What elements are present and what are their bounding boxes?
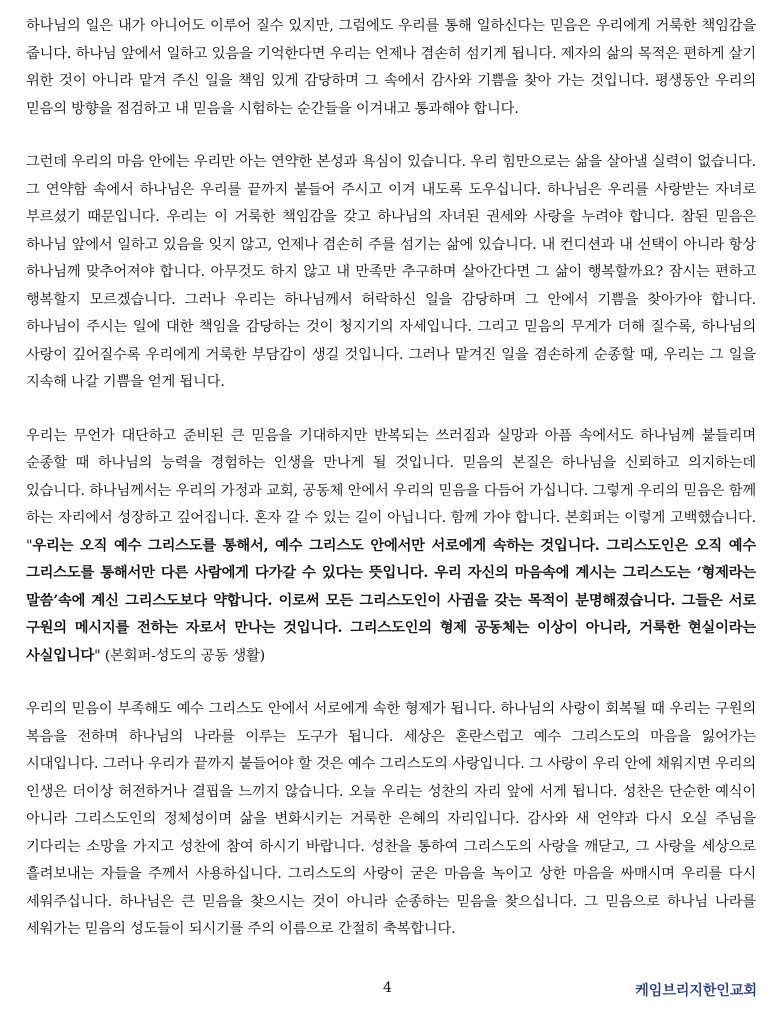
paragraph-3 (26, 423, 756, 671)
paragraph-1: 하나님의 일은 내가 아니어도 이루어 질수 있지만, 그럼에도 우리를 통해 일하신다는 믿음은 우리에게 거룩한 책임감을 줍니다. 하나님 앞에서 일하고 있음을 기억한다면 우리는 언제나 겸손히 섬기게 됩니다. 제자의 삶의 목적은 편하게 살기 위한 것이 아니라 맡겨 주신 일을 책임 있게 감당하며 그 속에서 감사와 기쁨을 찾아 가는 것입니다. 평생동안 우리의 믿음의 방향을 점검하고 내 믿음을 시험하는 순간들을 이겨내고 통과해야 합니다. (26, 18, 756, 117)
church-name: 케임브리지한인교회 (635, 983, 757, 999)
paragraph-4: 우리의 믿음이 부족해도 예수 그리스도 안에서 서로에게 속한 형제가 됩니다. 하나님의 사랑이 회복될 때 우리는 구원의 복음을 전하며 하나님의 나라를 이루는 도구가 됩니다. 세상은 혼란스럽고 예수 그리스도의 마음을 잃어가는 시대입니다. 그러나 우리가 끝까지 붙들어야 할 것은 예수 그리스도의 사랑입니다. 그 사랑이 우리 안에 채워지면 우리의 인생은 더이상 허전하거나 결핍을 느끼지 않습니다. 오늘 우리는 성찬의 자리 앞에 서게 됩니다. 성찬은 단순한 예식이 아니라 그리스도인의 정체성이며 삶을 변화시키는 거룩한 은혜의 자리입니다. 감사와 새 언약과 다시 오실 주님을 기다리는 소망을 가지고 성찬에 참여 하시기 바랍니다. 성찬을 통하여 그리스도의 사랑을 깨닫고, 그 사랑을 세상으로 흘려보내는 자들을 주께서 사용하십니다. 그리스도의 사랑이 굳은 마음을 녹이고 상한 마음을 싸매시며 우리를 다시 세워주십니다. 하나님은 큰 믿음을 찾으시는 것이 아니라 순종하는 믿음을 찾으십니다. 그 믿음으로 하나님 나라를 세워가는 믿음의 성도들이 되시기를 주의 이름으로 간절히 축복합니다. (26, 701, 756, 937)
quote-citation: " (본회퍼-성도의 공동 생활) (94, 647, 265, 664)
bonhoeffer-quote: 우리는 오직 예수 그리스도를 통해서, 예수 그리스도 안에서만 서로에게 속하는 것입니다. 그리스도인은 오직 예수 그리스도를 통해서만 다른 사람에게 다가갈 수 있다는 뜻입니다. 우리 자신의 마음속에 계시는 그리스도는 ‘형제라는 말씀’속에 계신 그리스도보다 약합니다. 이로써 모든 그리스도인이 사귐을 갖는 목적이 분명해졌습니다. 그들은 서로 구원의 메시지를 전하는 자로서 만나는 것입니다. 그리스도인의 형제 공동체는 이상이 아니라, 거룩한 현실이라는 사실입니다 (26, 537, 756, 664)
page-number: 4 (383, 980, 392, 996)
paragraph-3-intro: 우리는 무언가 대단하고 준비된 큰 믿음을 기대하지만 반복되는 쓰러짐과 실망과 아픔 속에서도 하나님께 붙들리며 순종할 때 하나님의 능력을 경험하는 인생을 만나게 될 것입니다. 믿음의 본질은 하나님을 신뢰하고 의지하는데 있습니다. 하나님께서는 우리의 가정과 교회, 공동체 안에서 우리의 믿음을 다듬어 가십니다. 그렇게 우리의 믿음은 함께 하는 자리에서 성장하고 깊어집니다. 혼자 갈 수 있는 길이 아닙니다. 함께 가야 합니다. 본회퍼는 이렇게 고백했습니다. " (26, 427, 756, 554)
document-body (26, 0, 756, 960)
paragraph-2: 그런데 우리의 마음 안에는 우리만 아는 연약한 본성과 욕심이 있습니다. 우리 힘만으로는 삶을 살아낼 실력이 없습니다. 그 연약함 속에서 하나님은 우리를 끝까지 붙들어 주시고 이겨 내도록 도우십니다. 하나님은 우리를 사랑받는 자녀로 부르셨기 때문입니다. 우리는 이 거룩한 책임감을 갖고 하나님의 자녀된 권세와 사랑을 누려야 합니다. 참된 믿음은 하나님 앞에서 일하고 있음을 잊지 않고, 언제나 겸손히 주를 섬기는 삶에 있습니다. 내 컨디션과 내 선택이 아니라 항상 하나님께 맞추어져야 합니다. 아무것도 하지 않고 내 만족만 추구하며 살아간다면 그 삶이 행복할까요? 잠시는 편하고 행복할지 모르겠습니다. 그러나 우리는 하나님께서 허락하신 일을 감당하며 그 안에서 기쁨을 찾아가야 합니다. 하나님이 주시는 일에 대한 책임을 감당하는 것이 청지기의 자세입니다. 그리고 믿음의 무게가 더해 질수록, 하나님의 사랑이 깊어질수록 우리에게 거룩한 부담감이 생길 것입니다. 그러나 맡겨진 일을 겸손하게 순종할 때, 우리는 그 일을 지속해 나갈 기쁨을 얻게 됩니다. (26, 154, 756, 390)
